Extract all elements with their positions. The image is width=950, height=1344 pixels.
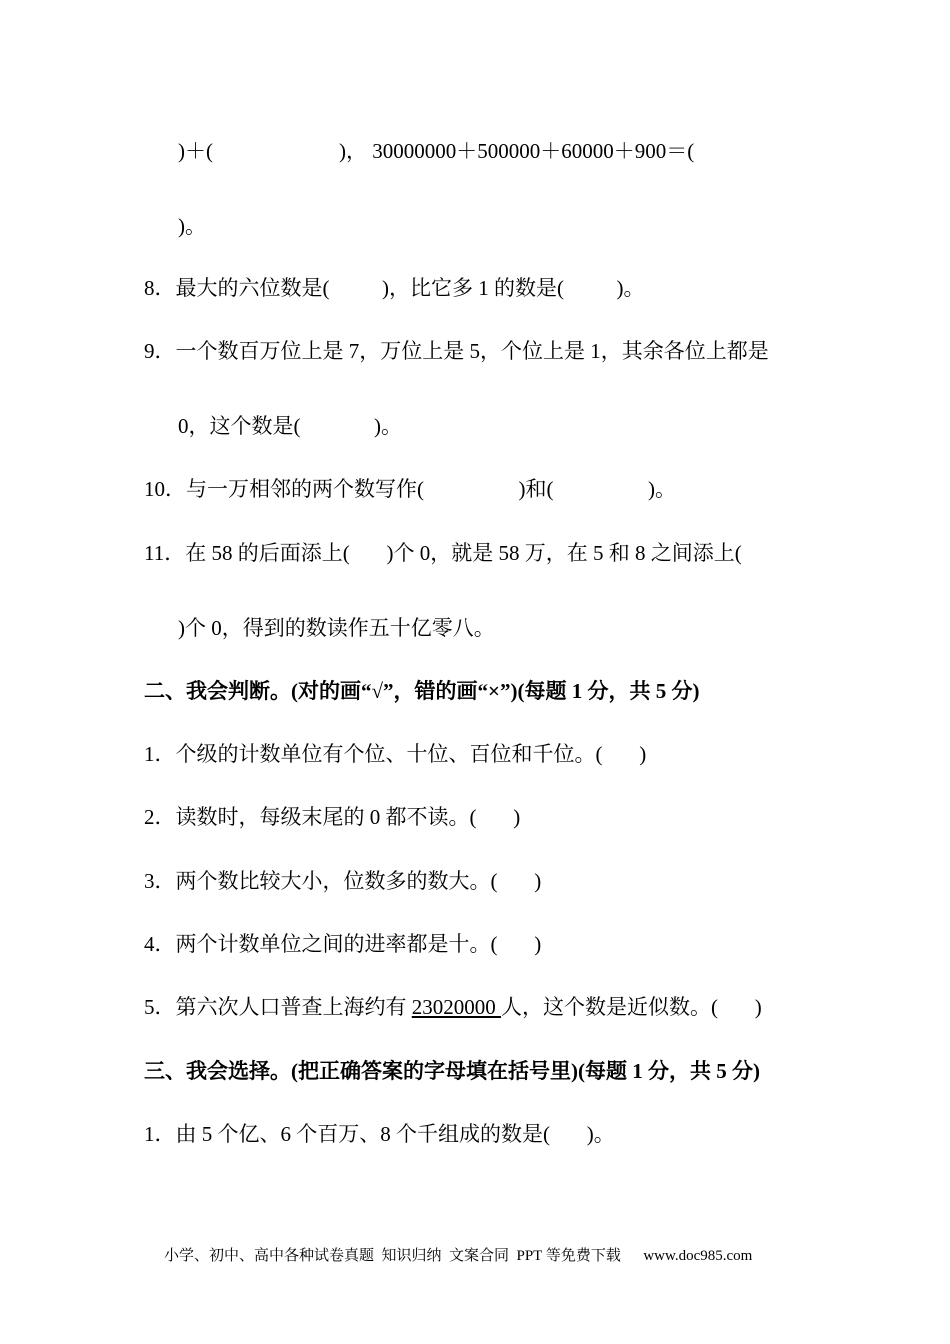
judge-question-2: 2．读数时，每级末尾的 0 都不读。( ): [144, 805, 521, 829]
choice-question-1: 1．由 5 个亿、6 个百万、8 个千组成的数是( )。: [144, 1122, 615, 1146]
question-9: 9．一个数百万位上是 7，万位上是 5，个位上是 1，其余各位上都是: [144, 339, 769, 363]
q7-continuation-line: )＋( )， 30000000＋500000＋60000＋900＝(: [178, 139, 695, 163]
judge-question-3: 3．两个数比较大小，位数多的数大。( ): [144, 869, 542, 893]
question-8: 8．最大的六位数是( )，比它多 1 的数是( )。: [144, 276, 645, 300]
section-3-heading: 三、我会选择。(把正确答案的字母填在括号里)(每题 1 分，共 5 分): [144, 1059, 760, 1083]
question-11: 11．在 58 的后面添上( )个 0，就是 58 万，在 5 和 8 之间添上(: [144, 541, 742, 565]
section-2-heading: 二、我会判断。(对的画“√”，错的画“×”)(每题 1 分，共 5 分): [144, 679, 700, 703]
judge-question-1: 1．个级的计数单位有个位、十位、百位和千位。( ): [144, 742, 647, 766]
judge-question-5-prefix: 5．第六次人口普查上海约有: [144, 995, 412, 1019]
judge-question-5: [144, 993, 762, 1021]
question-10: 10．与一万相邻的两个数写作( )和( )。: [144, 477, 676, 501]
judge-question-4: 4．两个计数单位之间的进率都是十。( ): [144, 932, 542, 956]
question-9-continuation: 0，这个数是( )。: [178, 414, 402, 438]
underlined-number: 23020000: [411, 995, 501, 1019]
page-footer: 小学、初中、高中各种试卷真题 知识归纳 文案合同 PPT 等免费下载 www.doc985.com: [164, 1248, 753, 1264]
judge-question-5-suffix: 人，这个数是近似数。( ): [501, 995, 762, 1019]
question-11-continuation: )个 0，得到的数读作五十亿零八。: [178, 616, 495, 640]
q7-end-line: )。: [178, 214, 206, 238]
